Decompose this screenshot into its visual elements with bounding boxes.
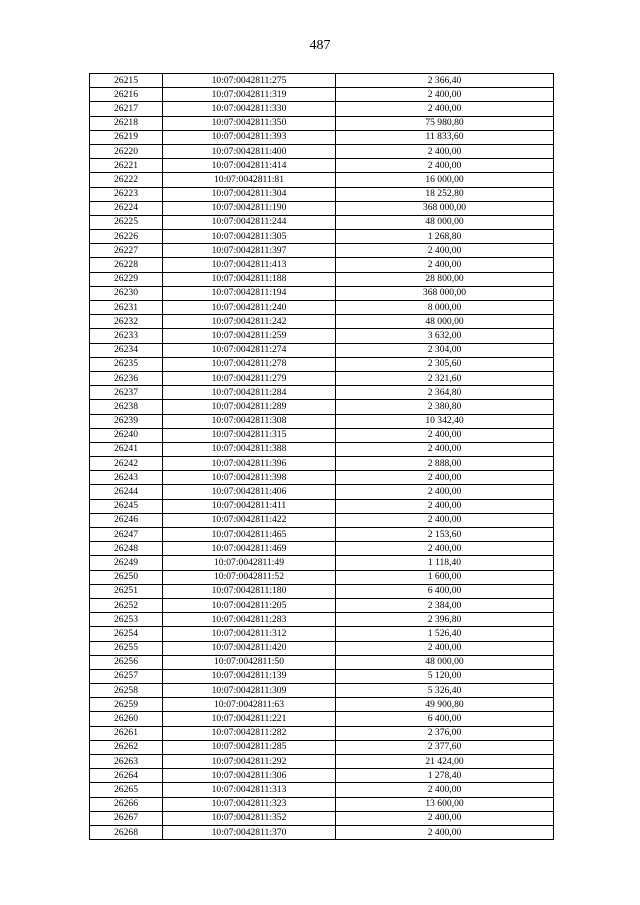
table-row [90,173,554,187]
cadastral-number-cell: 10:07:0042811:221 [163,712,336,726]
cadastral-number-cell: 10:07:0042811:414 [163,159,336,173]
cadastral-number-cell: 10:07:0042811:398 [163,471,336,485]
amount-cell: 2 400,00 [336,641,554,655]
amount-cell: 2 400,00 [336,442,554,456]
amount-cell: 2 304,00 [336,343,554,357]
cadastral-number-cell: 10:07:0042811:350 [163,116,336,130]
row-number-cell: 26225 [90,215,163,229]
table-row [90,684,554,698]
amount-cell: 2 321,60 [336,371,554,385]
row-number-cell: 26218 [90,116,163,130]
row-number-cell: 26243 [90,471,163,485]
table-row [90,301,554,315]
table-row [90,825,554,839]
amount-cell: 2 400,00 [336,499,554,513]
cadastral-number-cell: 10:07:0042811:279 [163,371,336,385]
cadastral-number-cell: 10:07:0042811:63 [163,698,336,712]
cadastral-number-cell: 10:07:0042811:370 [163,825,336,839]
cadastral-number-cell: 10:07:0042811:244 [163,215,336,229]
amount-cell: 75 980,80 [336,116,554,130]
row-number-cell: 26248 [90,542,163,556]
row-number-cell: 26238 [90,400,163,414]
cadastral-number-cell: 10:07:0042811:406 [163,485,336,499]
row-number-cell: 26236 [90,371,163,385]
table-row [90,528,554,542]
table-row [90,315,554,329]
table-row [90,726,554,740]
row-number-cell: 26215 [90,74,163,88]
cadastral-number-cell: 10:07:0042811:292 [163,755,336,769]
row-number-cell: 26235 [90,357,163,371]
cadastral-number-cell: 10:07:0042811:308 [163,414,336,428]
amount-cell: 1 526,40 [336,627,554,641]
amount-cell: 2 377,60 [336,740,554,754]
table-row [90,811,554,825]
cadastral-number-cell: 10:07:0042811:323 [163,797,336,811]
amount-cell: 48 000,00 [336,215,554,229]
amount-cell: 1 268,80 [336,230,554,244]
cadastral-number-cell: 10:07:0042811:309 [163,684,336,698]
table-row [90,258,554,272]
cadastral-number-cell: 10:07:0042811:397 [163,244,336,258]
amount-cell: 2 376,00 [336,726,554,740]
cadastral-number-cell: 10:07:0042811:50 [163,655,336,669]
table-row [90,144,554,158]
amount-cell: 2 400,00 [336,258,554,272]
cadastral-number-cell: 10:07:0042811:330 [163,102,336,116]
table-row [90,244,554,258]
table-row [90,740,554,754]
cadastral-number-cell: 10:07:0042811:352 [163,811,336,825]
table-row [90,598,554,612]
cadastral-number-cell: 10:07:0042811:422 [163,513,336,527]
row-number-cell: 26244 [90,485,163,499]
table-row [90,414,554,428]
row-number-cell: 26247 [90,528,163,542]
table-body [90,74,554,840]
cadastral-number-cell: 10:07:0042811:205 [163,598,336,612]
amount-cell: 2 400,00 [336,825,554,839]
row-number-cell: 26240 [90,428,163,442]
amount-cell: 2 366,40 [336,74,554,88]
row-number-cell: 26239 [90,414,163,428]
cadastral-number-cell: 10:07:0042811:420 [163,641,336,655]
table-row [90,698,554,712]
row-number-cell: 26233 [90,329,163,343]
amount-cell: 2 400,00 [336,513,554,527]
amount-cell: 1 118,40 [336,556,554,570]
table-row [90,272,554,286]
amount-cell: 2 305,60 [336,357,554,371]
amount-cell: 2 364,80 [336,386,554,400]
table-row [90,329,554,343]
table-row [90,570,554,584]
amount-cell: 18 252,80 [336,187,554,201]
row-number-cell: 26262 [90,740,163,754]
table-row [90,513,554,527]
table-row [90,230,554,244]
amount-cell: 2 400,00 [336,144,554,158]
cadastral-number-cell: 10:07:0042811:52 [163,570,336,584]
amount-cell: 6 400,00 [336,712,554,726]
row-number-cell: 26251 [90,584,163,598]
table-row [90,755,554,769]
row-number-cell: 26217 [90,102,163,116]
amount-cell: 2 400,00 [336,542,554,556]
cadastral-number-cell: 10:07:0042811:284 [163,386,336,400]
table-row [90,769,554,783]
cadastral-number-cell: 10:07:0042811:81 [163,173,336,187]
amount-cell: 1 278,40 [336,769,554,783]
row-number-cell: 26266 [90,797,163,811]
table-row [90,130,554,144]
cadastral-number-cell: 10:07:0042811:411 [163,499,336,513]
table-row [90,187,554,201]
cadastral-number-cell: 10:07:0042811:465 [163,528,336,542]
row-number-cell: 26261 [90,726,163,740]
table-row [90,371,554,385]
table-row [90,669,554,683]
table-row [90,613,554,627]
amount-cell: 48 000,00 [336,655,554,669]
row-number-cell: 26264 [90,769,163,783]
row-number-cell: 26252 [90,598,163,612]
amount-cell: 3 632,00 [336,329,554,343]
amount-cell: 2 400,00 [336,159,554,173]
amount-cell: 8 000,00 [336,301,554,315]
amount-cell: 2 400,00 [336,88,554,102]
cadastral-number-cell: 10:07:0042811:315 [163,428,336,442]
amount-cell: 13 600,00 [336,797,554,811]
table-row [90,542,554,556]
row-number-cell: 26254 [90,627,163,641]
cadastral-number-cell: 10:07:0042811:274 [163,343,336,357]
row-number-cell: 26230 [90,286,163,300]
cadastral-number-cell: 10:07:0042811:312 [163,627,336,641]
table-row [90,343,554,357]
cadastral-number-cell: 10:07:0042811:188 [163,272,336,286]
cadastral-number-cell: 10:07:0042811:289 [163,400,336,414]
table-row [90,485,554,499]
cadastral-number-cell: 10:07:0042811:282 [163,726,336,740]
amount-cell: 2 888,00 [336,457,554,471]
table-row [90,201,554,215]
amount-cell: 2 400,00 [336,428,554,442]
table-row [90,286,554,300]
row-number-cell: 26246 [90,513,163,527]
row-number-cell: 26260 [90,712,163,726]
row-number-cell: 26223 [90,187,163,201]
cadastral-number-cell: 10:07:0042811:139 [163,669,336,683]
cadastral-number-cell: 10:07:0042811:49 [163,556,336,570]
row-number-cell: 26267 [90,811,163,825]
amount-cell: 48 000,00 [336,315,554,329]
row-number-cell: 26220 [90,144,163,158]
table-row [90,655,554,669]
cadastral-number-cell: 10:07:0042811:413 [163,258,336,272]
row-number-cell: 26245 [90,499,163,513]
cadastral-number-cell: 10:07:0042811:285 [163,740,336,754]
cadastral-number-cell: 10:07:0042811:275 [163,74,336,88]
table-row [90,584,554,598]
table-row [90,556,554,570]
row-number-cell: 26253 [90,613,163,627]
amount-cell: 368 000,00 [336,286,554,300]
cadastral-number-cell: 10:07:0042811:469 [163,542,336,556]
row-number-cell: 26265 [90,783,163,797]
table-row [90,357,554,371]
amount-cell: 5 120,00 [336,669,554,683]
row-number-cell: 26232 [90,315,163,329]
cadastral-number-cell: 10:07:0042811:313 [163,783,336,797]
row-number-cell: 26216 [90,88,163,102]
row-number-cell: 26231 [90,301,163,315]
cadastral-number-cell: 10:07:0042811:304 [163,187,336,201]
cadastral-number-cell: 10:07:0042811:396 [163,457,336,471]
row-number-cell: 26256 [90,655,163,669]
amount-cell: 2 400,00 [336,471,554,485]
row-number-cell: 26222 [90,173,163,187]
row-number-cell: 26228 [90,258,163,272]
row-number-cell: 26234 [90,343,163,357]
table-row [90,457,554,471]
cadastral-number-cell: 10:07:0042811:388 [163,442,336,456]
table-row [90,442,554,456]
amount-cell: 6 400,00 [336,584,554,598]
table-row [90,471,554,485]
table-row [90,74,554,88]
amount-cell: 21 424,00 [336,755,554,769]
row-number-cell: 26258 [90,684,163,698]
row-number-cell: 26227 [90,244,163,258]
amount-cell: 2 400,00 [336,244,554,258]
table-row [90,400,554,414]
cadastral-number-cell: 10:07:0042811:278 [163,357,336,371]
cadastral-number-cell: 10:07:0042811:306 [163,769,336,783]
table-row [90,386,554,400]
cadastral-number-cell: 10:07:0042811:190 [163,201,336,215]
row-number-cell: 26242 [90,457,163,471]
row-number-cell: 26237 [90,386,163,400]
row-number-cell: 26259 [90,698,163,712]
amount-cell: 11 833,60 [336,130,554,144]
page-number: 487 [309,38,331,53]
amount-cell: 10 342,40 [336,414,554,428]
amount-cell: 2 400,00 [336,811,554,825]
amount-cell: 2 400,00 [336,485,554,499]
table-row [90,641,554,655]
row-number-cell: 26268 [90,825,163,839]
amount-cell: 2 153,60 [336,528,554,542]
cadastral-number-cell: 10:07:0042811:305 [163,230,336,244]
table-row [90,215,554,229]
cadastral-number-cell: 10:07:0042811:180 [163,584,336,598]
cadastral-number-cell: 10:07:0042811:194 [163,286,336,300]
table-row [90,102,554,116]
row-number-cell: 26257 [90,669,163,683]
row-number-cell: 26250 [90,570,163,584]
row-number-cell: 26219 [90,130,163,144]
amount-cell: 2 380,80 [336,400,554,414]
registry-table [89,73,554,840]
table-row [90,88,554,102]
amount-cell: 1 600,00 [336,570,554,584]
table-row [90,428,554,442]
row-number-cell: 26241 [90,442,163,456]
amount-cell: 5 326,40 [336,684,554,698]
row-number-cell: 26263 [90,755,163,769]
amount-cell: 368 000,00 [336,201,554,215]
row-number-cell: 26255 [90,641,163,655]
cadastral-number-cell: 10:07:0042811:283 [163,613,336,627]
cadastral-number-cell: 10:07:0042811:319 [163,88,336,102]
row-number-cell: 26226 [90,230,163,244]
row-number-cell: 26221 [90,159,163,173]
cadastral-number-cell: 10:07:0042811:242 [163,315,336,329]
table-row [90,116,554,130]
row-number-cell: 26229 [90,272,163,286]
table-row [90,627,554,641]
amount-cell: 2 400,00 [336,783,554,797]
amount-cell: 2 400,00 [336,102,554,116]
row-number-cell: 26224 [90,201,163,215]
amount-cell: 49 900,80 [336,698,554,712]
table-row [90,712,554,726]
amount-cell: 16 000,00 [336,173,554,187]
amount-cell: 2 396,80 [336,613,554,627]
cadastral-number-cell: 10:07:0042811:393 [163,130,336,144]
cadastral-number-cell: 10:07:0042811:259 [163,329,336,343]
cadastral-number-cell: 10:07:0042811:240 [163,301,336,315]
cadastral-number-cell: 10:07:0042811:400 [163,144,336,158]
table-row [90,783,554,797]
row-number-cell: 26249 [90,556,163,570]
amount-cell: 28 800,00 [336,272,554,286]
table-row [90,499,554,513]
amount-cell: 2 384,00 [336,598,554,612]
table-row [90,159,554,173]
table-row [90,797,554,811]
